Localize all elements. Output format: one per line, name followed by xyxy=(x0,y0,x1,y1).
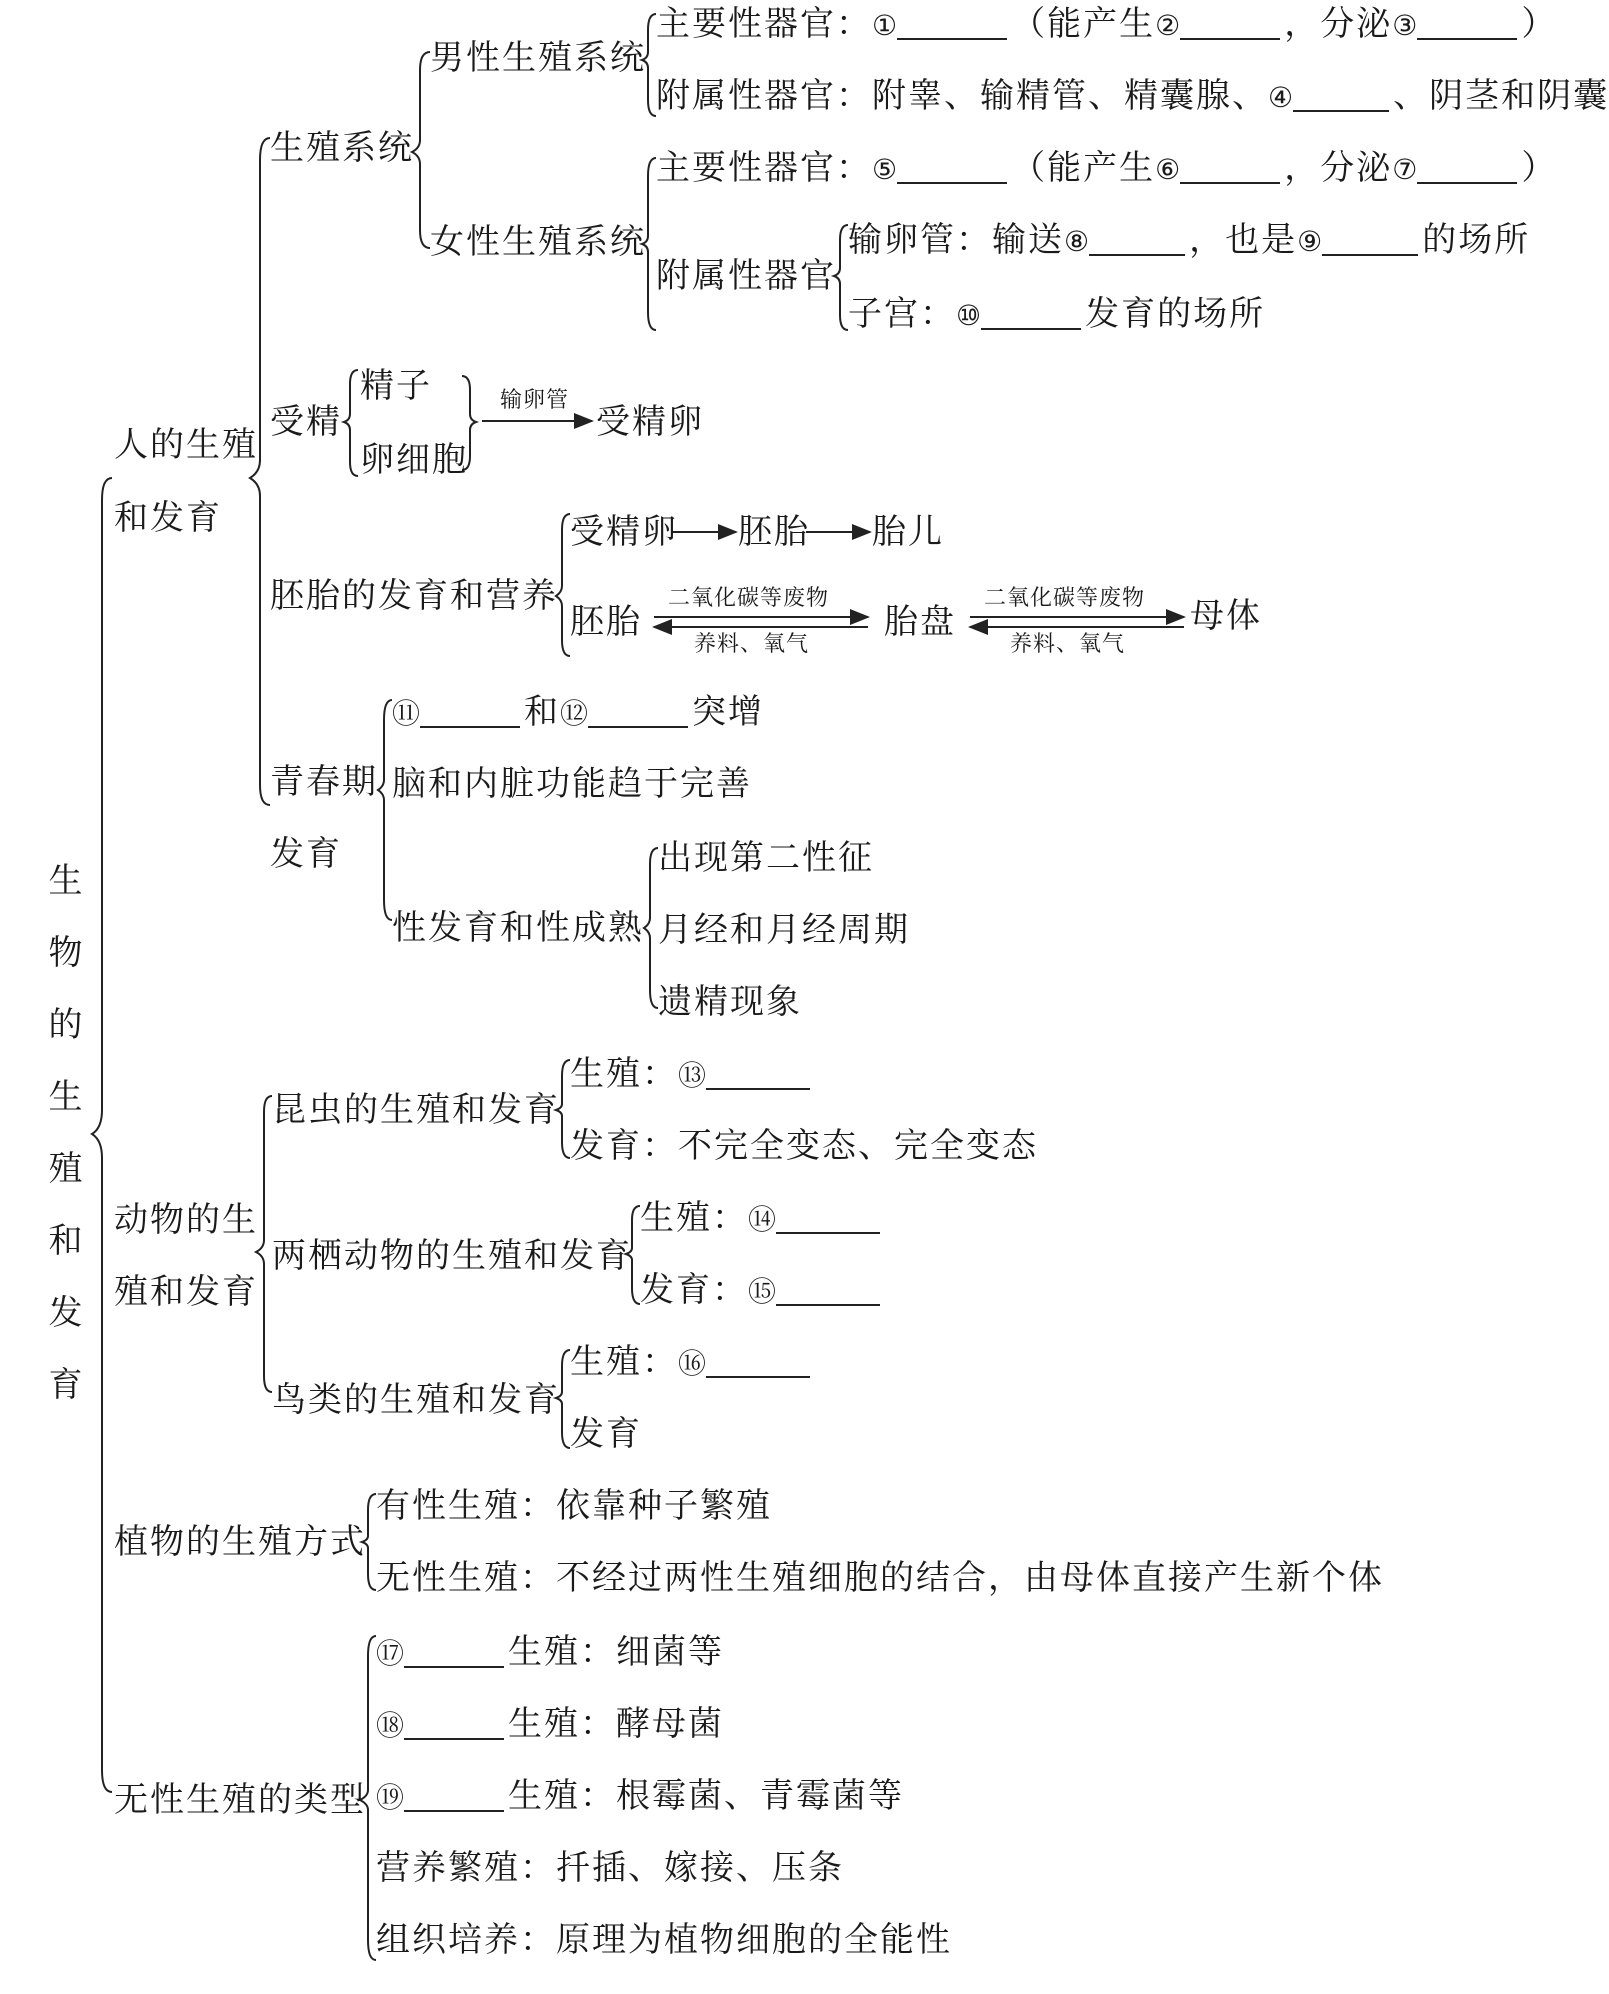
insect-dev: 发育：不完全变态、完全变态 xyxy=(570,1126,1038,1166)
sex-item: 月经和月经周期 xyxy=(658,910,910,950)
embryo-title: 胚胎的发育和营养 xyxy=(270,576,558,616)
insect-title: 昆虫的生殖和发育 xyxy=(272,1090,560,1130)
seq-fetus: 胎儿 xyxy=(872,512,944,552)
sex-item: 遗精现象 xyxy=(658,982,802,1022)
blank-num-3: ③ xyxy=(1392,9,1418,42)
puberty-surge: 突增 xyxy=(692,692,765,732)
female-produce: （能产生 xyxy=(1011,148,1156,188)
oviduct-line xyxy=(848,220,1530,262)
blank-num-7: ⑦ xyxy=(1392,153,1418,186)
blank-5[interactable] xyxy=(897,148,1007,184)
asexual-title: 无性生殖的类型 xyxy=(114,1780,366,1820)
plant-sexual: 有性生殖：依靠种子繁殖 xyxy=(376,1486,772,1526)
blank-12[interactable] xyxy=(588,692,688,728)
root-title: 生物的生殖和发育 xyxy=(42,862,82,1438)
fert-egg: 卵细胞 xyxy=(360,440,468,480)
blank-num-1: ① xyxy=(872,9,898,42)
blank-num-19: ⑲ xyxy=(376,1781,405,1814)
asexual-line-17 xyxy=(376,1632,724,1674)
blank-18[interactable] xyxy=(404,1704,504,1740)
blank-13[interactable] xyxy=(706,1054,810,1090)
blank-num-2: ② xyxy=(1155,9,1181,42)
bird-title: 鸟类的生殖和发育 xyxy=(272,1380,560,1420)
insect-repro-line xyxy=(570,1054,814,1096)
asexual-text-19: 生殖：根霉菌、青霉菌等 xyxy=(508,1776,905,1816)
sex-brace xyxy=(644,848,658,1008)
male-close: ） xyxy=(1521,4,1558,44)
ex-mother: 母体 xyxy=(1190,596,1262,636)
amphibian-dev-line xyxy=(640,1270,884,1312)
fert-sperm: 精子 xyxy=(360,366,432,406)
ex-embryo: 胚胎 xyxy=(570,602,642,642)
puberty-title-line1: 青春期 xyxy=(270,762,378,802)
blank-num-9: ⑨ xyxy=(1297,225,1323,258)
human-brace xyxy=(250,138,270,805)
sex-dev-title: 性发育和性成熟 xyxy=(392,908,644,948)
repro-system-title: 生殖系统 xyxy=(270,128,414,168)
animal-brace xyxy=(256,1096,272,1392)
blank-9[interactable] xyxy=(1322,220,1418,256)
female-main-line xyxy=(656,148,1557,190)
male-produce: （能产生 xyxy=(1011,4,1156,44)
puberty-organs: 脑和内脏功能趋于完善 xyxy=(392,764,752,804)
male-main-prefix: 主要性器官： xyxy=(656,4,872,44)
fert-title: 受精 xyxy=(270,402,342,442)
male-secrete: ，分泌 xyxy=(1284,4,1393,44)
blank-7[interactable] xyxy=(1417,148,1517,184)
female-title: 女性生殖系统 xyxy=(430,222,646,262)
blank-4[interactable] xyxy=(1293,76,1389,112)
male-acc-suffix: 、阴茎和阴囊 xyxy=(1393,76,1609,116)
blank-8[interactable] xyxy=(1089,220,1185,256)
blank-19[interactable] xyxy=(404,1776,504,1812)
blank-num-4: ④ xyxy=(1268,81,1294,114)
uterus-line xyxy=(848,294,1265,336)
blank-3[interactable] xyxy=(1417,4,1517,40)
puberty-brace xyxy=(378,700,392,920)
bird-dev: 发育 xyxy=(570,1414,642,1454)
female-acc-title: 附属性器官 xyxy=(656,256,836,296)
bird-repro: 生殖： xyxy=(570,1342,678,1382)
uterus-prefix: 子宫： xyxy=(848,294,956,334)
blank-6[interactable] xyxy=(1180,148,1280,184)
asexual-line-18 xyxy=(376,1704,724,1746)
sex-item: 出现第二性征 xyxy=(658,838,874,878)
asexual-veg: 营养繁殖：扦插、嫁接、压条 xyxy=(376,1848,844,1888)
oviduct-suffix: 的场所 xyxy=(1422,220,1531,260)
asexual-line-19 xyxy=(376,1776,904,1818)
puberty-title-line2: 发育 xyxy=(270,834,342,874)
female-secrete: ，分泌 xyxy=(1284,148,1393,188)
bird-repro-line xyxy=(570,1342,814,1384)
blank-1[interactable] xyxy=(897,4,1007,40)
blank-17[interactable] xyxy=(404,1632,504,1668)
ex-waste-1: 二氧化碳等废物 xyxy=(668,586,830,611)
fert-result: 受精卵 xyxy=(596,402,704,442)
ex-placenta: 胎盘 xyxy=(884,602,956,642)
male-acc-prefix: 附属性器官：附睾、输精管、精囊腺、 xyxy=(656,76,1268,116)
human-title-line1: 人的生殖 xyxy=(114,425,258,465)
blank-num-17: ⑰ xyxy=(376,1637,405,1670)
puberty-and: 和 xyxy=(524,692,561,732)
fert-brace-left xyxy=(344,370,358,476)
female-main-prefix: 主要性器官： xyxy=(656,148,872,188)
male-title: 男性生殖系统 xyxy=(430,38,646,78)
puberty-surge-line xyxy=(392,692,764,734)
blank-num-18: ⑱ xyxy=(376,1709,405,1742)
blank-num-8: ⑧ xyxy=(1064,225,1090,258)
blank-num-6: ⑥ xyxy=(1155,153,1181,186)
asexual-text-18: 生殖：酵母菌 xyxy=(508,1704,725,1744)
blank-num-15: ⑮ xyxy=(748,1275,777,1308)
asexual-tissue: 组织培养：原理为植物细胞的全能性 xyxy=(376,1920,952,1960)
blank-num-5: ⑤ xyxy=(872,153,898,186)
blank-15[interactable] xyxy=(776,1270,880,1306)
amphibian-dev: 发育： xyxy=(640,1270,748,1310)
uterus-suffix: 发育的场所 xyxy=(1085,294,1266,334)
embryo-brace xyxy=(556,514,570,656)
asexual-text-17: 生殖：细菌等 xyxy=(508,1632,725,1672)
ex-nutrients-2: 养料、氧气 xyxy=(1010,632,1126,657)
animal-title-line1: 动物的生 xyxy=(114,1200,258,1240)
amphibian-title: 两栖动物的生殖和发育 xyxy=(272,1236,632,1276)
blank-10[interactable] xyxy=(981,294,1081,330)
blank-16[interactable] xyxy=(706,1342,810,1378)
human-title-line2: 和发育 xyxy=(114,498,222,538)
blank-num-13: ⑬ xyxy=(678,1059,707,1092)
oviduct-prefix: 输卵管：输送 xyxy=(848,220,1064,260)
seq-fertilized-egg: 受精卵 xyxy=(570,512,678,552)
insect-repro: 生殖： xyxy=(570,1054,678,1094)
blank-num-11: ⑪ xyxy=(392,697,421,730)
repro-brace xyxy=(412,52,430,248)
blank-num-12: ⑫ xyxy=(560,697,589,730)
fert-arrow-label: 输卵管 xyxy=(500,388,570,413)
amphibian-repro-line xyxy=(640,1198,884,1240)
blank-14[interactable] xyxy=(776,1198,880,1234)
animal-title-line2: 殖和发育 xyxy=(114,1272,258,1312)
oviduct-mid: ，也是 xyxy=(1189,220,1298,260)
blank-11[interactable] xyxy=(420,692,520,728)
female-acc-brace xyxy=(834,225,848,330)
blank-num-10: ⑩ xyxy=(956,299,982,332)
blank-2[interactable] xyxy=(1180,4,1280,40)
blank-num-16: ⑯ xyxy=(678,1347,707,1380)
ex-waste-2: 二氧化碳等废物 xyxy=(984,586,1146,611)
male-main-line xyxy=(656,4,1557,46)
seq-embryo: 胚胎 xyxy=(738,512,810,552)
female-close: ） xyxy=(1521,148,1558,188)
plant-title: 植物的生殖方式 xyxy=(114,1522,366,1562)
male-acc-line xyxy=(656,76,1609,118)
ex-nutrients-1: 养料、氧气 xyxy=(694,632,810,657)
blank-num-14: ⑭ xyxy=(748,1203,777,1236)
plant-asexual: 无性生殖：不经过两性生殖细胞的结合，由母体直接产生新个体 xyxy=(376,1558,1384,1598)
amphibian-repro: 生殖： xyxy=(640,1198,748,1238)
